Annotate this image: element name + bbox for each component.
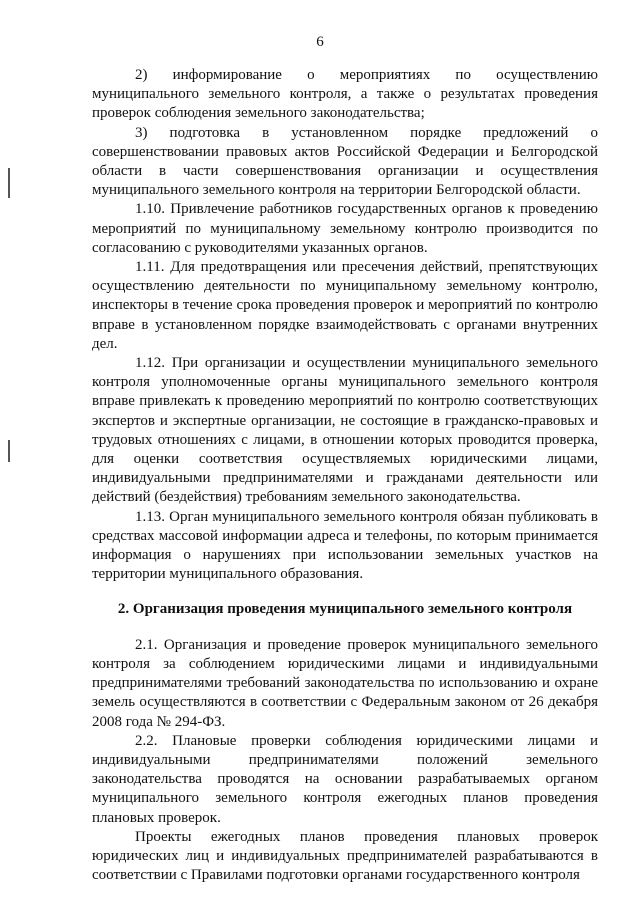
page-number: 6	[316, 34, 324, 50]
paragraph: 2) информирование о мероприятиях по осуществлению муниципального земельного контроля, а также о результатах проведения проверок соблюдения земельного законодательства;	[92, 67, 598, 122]
paragraph: 2.2. Плановые проверки соблюдения юридическими лицами и индивидуальными предпринимателями положений земельного законодательства проводятся на основании разрабатываемых органом муниципального земельного контроля ежегодных планов проведения плановых проверок.	[92, 732, 598, 826]
paragraph: Проекты ежегодных планов проведения плановых проверок юридических лиц и индивидуальных предпринимателей разрабатываются в соответствии с Правилами подготовки органами государственного контроля	[92, 828, 598, 884]
paragraph: 1.13. Орган муниципального земельного контроля обязан публиковать в средствах массовой информации адреса и телефоны, по которым принимается информация о нарушениях при использовании земельных участков на территории муниципального образования.	[92, 508, 598, 583]
paragraph: 3) подготовка в установленном порядке предложений о совершенствовании правовых актов Российской Федерации и Белгородской области в части совершенствования организации и осуществления муниципального земельного контроля на территории Белгородской области.	[92, 124, 598, 199]
section-heading: 2. Организация проведения муниципального земельного контроля	[117, 601, 573, 618]
paragraph: 2.1. Организация и проведение проверок муниципального земельного контроля за соблюдением юридическими лицами и индивидуальными предпринимателями требований законодательства по использованию и охране земель осуществляются в соответствии с Федеральным законом от 26 декабря 2008 года № 294-ФЗ.	[92, 636, 598, 730]
scan-edge-mark	[8, 168, 10, 198]
paragraph: 1.12. При организации и осуществлении муниципального земельного контроля уполномоченные органы муниципального земельного контроля вправе привлекать к проведению мероприятий по контролю соответствующих экспертов и экспертные организации, не состоящие в гражданско-правовых и трудовых отношениях с лицами, в отношении которых проводится проверка, для оценки соответствия осуществляемых юридическими лицами, индивидуальными предпринимателями и гражданами деятельности или действий (бездействия) требованиям земельного законодательства.	[92, 355, 598, 506]
paragraph: 1.10. Привлечение работников государственных органов к проведению мероприятий по муниципальному земельному контролю производится по согласованию с руководителями указанных органов.	[92, 201, 598, 256]
document-body	[92, 66, 598, 885]
scan-edge-mark	[8, 440, 10, 462]
paragraph: 1.11. Для предотвращения или пресечения действий, препятствующих осуществлению деятельности по муниципальному земельному контролю, инспекторы в течение срока проведения проверок и мероприятий по контролю вправе в установленном порядке взаимодействовать с органами внутренних дел.	[92, 259, 598, 352]
